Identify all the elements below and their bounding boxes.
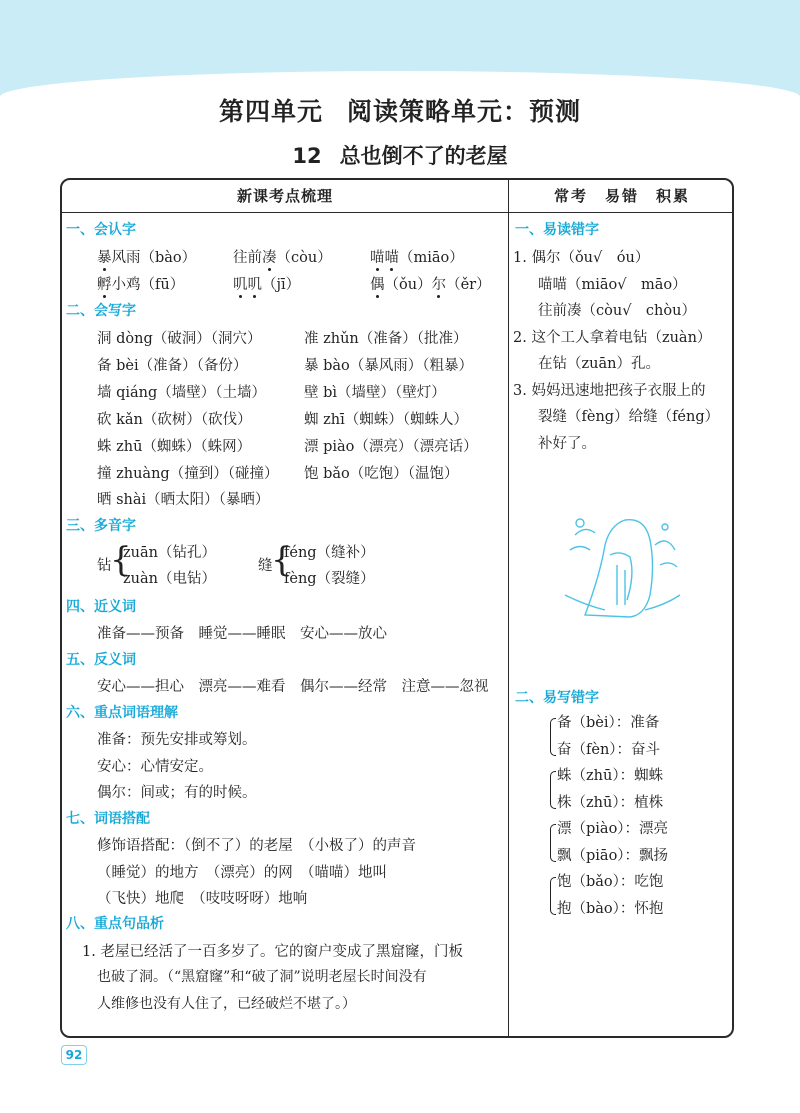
bracket	[550, 718, 556, 756]
write-item: 备 bèi（准备）（备份）	[97, 358, 248, 374]
bracket	[550, 877, 556, 915]
collocation-line: 修饰语搭配：（倒不了）的老屋 （小极了）的声音	[97, 838, 416, 854]
section-heading-collocation: 七、词语搭配	[66, 811, 150, 827]
write-item: 壁 bì（墙壁）（壁灯）	[304, 385, 446, 401]
lesson-title	[0, 140, 800, 170]
recognize-word: 往前凑（còu）	[233, 250, 332, 266]
meaning-line: 偶尔：间或；有的时候。	[97, 785, 257, 801]
write-item: 蜘 zhī（蜘蛛）（蜘蛛人）	[304, 412, 468, 428]
unit-label: 第四单元	[218, 97, 323, 126]
miswrite-item: 饱（bǎo）：吃饱	[557, 874, 664, 890]
right-column-title: 常考 易错 积累	[553, 187, 690, 205]
write-item: 饱 bǎo（吃饱）（温饱）	[304, 466, 459, 482]
miswrite-item: 蛛（zhū）：蜘蛛	[557, 768, 664, 784]
section-heading-misread: 一、易读错字	[515, 222, 599, 238]
misread-line: 在钻（zuān）孔。	[538, 356, 660, 372]
write-item: 洞 dòng（破洞）（洞穴）	[97, 331, 262, 347]
write-item: 漂 piào（漂亮）（漂亮话）	[304, 439, 478, 455]
write-item: 晒 shài（晒太阳）（暴晒）	[97, 492, 270, 508]
analysis-line: 人维修也没有人住了，已经破烂不堪了。）	[97, 996, 356, 1012]
section-heading-recognize: 一、会认字	[66, 222, 136, 238]
unit-topic: 阅读策略单元：预测	[347, 97, 582, 126]
write-item: 准 zhǔn（准备）（批准）	[304, 331, 468, 347]
section-heading-polyphone: 三、多音字	[66, 518, 136, 534]
write-item: 砍 kǎn（砍树）（砍伐）	[97, 412, 252, 428]
section-heading-write: 二、会写字	[66, 303, 136, 319]
recognize-word: 偶（ǒu）尔（ěr）	[370, 277, 491, 293]
write-item: 墙 qiáng（墙壁）（土墙）	[97, 385, 267, 401]
page-number: 92	[61, 1045, 87, 1065]
column-divider	[508, 180, 509, 1036]
section-heading-antonym: 五、反义词	[66, 652, 136, 668]
miswrite-item: 漂（piào）：漂亮	[557, 821, 669, 837]
bracket	[550, 771, 556, 809]
write-item: 暴 bào（暴风雨）（粗暴）	[304, 358, 474, 374]
recognize-word: 孵小鸡（fū）	[97, 277, 185, 293]
old-house-illustration	[555, 505, 685, 625]
misread-line: 往前凑（còu√ chòu）	[538, 303, 696, 319]
misread-line: 1. 偶尔（ǒu√ óu）	[513, 250, 650, 266]
antonym-text: 安心——担心 漂亮——难看 偶尔——经常 注意——忽视	[97, 679, 489, 695]
synonym-text: 准备——预备 睡觉——睡眠 安心——放心	[97, 626, 387, 642]
section-heading-meaning: 六、重点词语理解	[66, 705, 178, 721]
section-heading-miswrite: 二、易写错字	[515, 690, 599, 706]
unit-title	[0, 92, 800, 128]
polyphone-reading: féng（缝补）	[284, 545, 375, 561]
misread-line: 3. 妈妈迅速地把孩子衣服上的	[513, 383, 706, 399]
miswrite-item: 备（bèi）：准备	[557, 715, 660, 731]
collocation-line: （飞快）地爬 （吱吱呀呀）地响	[97, 891, 308, 907]
meaning-line: 安心：心情安定。	[97, 759, 213, 775]
analysis-line: 也破了洞。（“黑窟窿”和“破了洞”说明老屋长时间没有	[97, 969, 427, 985]
analysis-line: 1. 老屋已经活了一百多岁了。它的窗户变成了黑窟窿，门板	[82, 944, 463, 960]
miswrite-item: 株（zhū）：植株	[557, 795, 664, 811]
section-heading-analysis: 八、重点句品析	[66, 916, 164, 932]
header-background	[0, 0, 800, 96]
misread-line: 喵喵（miāo√ māo）	[538, 277, 687, 293]
write-item: 撞 zhuàng（撞到）（碰撞）	[97, 466, 279, 482]
write-item: 蛛 zhū（蜘蛛）（蛛网）	[97, 439, 252, 455]
lesson-name: 总也倒不了的老屋	[339, 144, 508, 168]
polyphone-reading: fèng（裂缝）	[284, 571, 375, 587]
meaning-line: 准备：预先安排或筹划。	[97, 732, 257, 748]
collocation-line: （睡觉）的地方 （漂亮）的网 （喵喵）地叫	[97, 865, 387, 881]
polyphone-char: 缝	[258, 558, 273, 574]
section-heading-synonym: 四、近义词	[66, 599, 136, 615]
recognize-word: 叽叽（jī）	[233, 277, 301, 293]
miswrite-item: 奋（fèn）：奋斗	[557, 742, 661, 758]
polyphone-reading: zuān（钻孔）	[123, 545, 216, 561]
brace: {	[110, 540, 132, 580]
header-divider	[62, 212, 732, 213]
polyphone-reading: zuàn（电钻）	[123, 571, 216, 587]
recognize-word: 喵喵（miāo）	[370, 250, 464, 266]
left-column-title: 新课考点梳理	[236, 187, 333, 205]
miswrite-item: 抱（bào）：怀抱	[557, 901, 664, 917]
miswrite-item: 飘（piāo）：飘扬	[557, 848, 669, 864]
misread-line: 裂缝（fèng）给缝（féng）	[538, 409, 720, 425]
bracket	[550, 824, 556, 862]
misread-line: 2. 这个工人拿着电钻（zuàn）	[513, 330, 712, 346]
misread-line: 补好了。	[538, 436, 596, 452]
brace: {	[271, 540, 293, 580]
recognize-word: 暴风雨（bào）	[97, 250, 197, 266]
polyphone-char: 钻	[97, 558, 112, 574]
lesson-number: 12	[292, 144, 322, 168]
